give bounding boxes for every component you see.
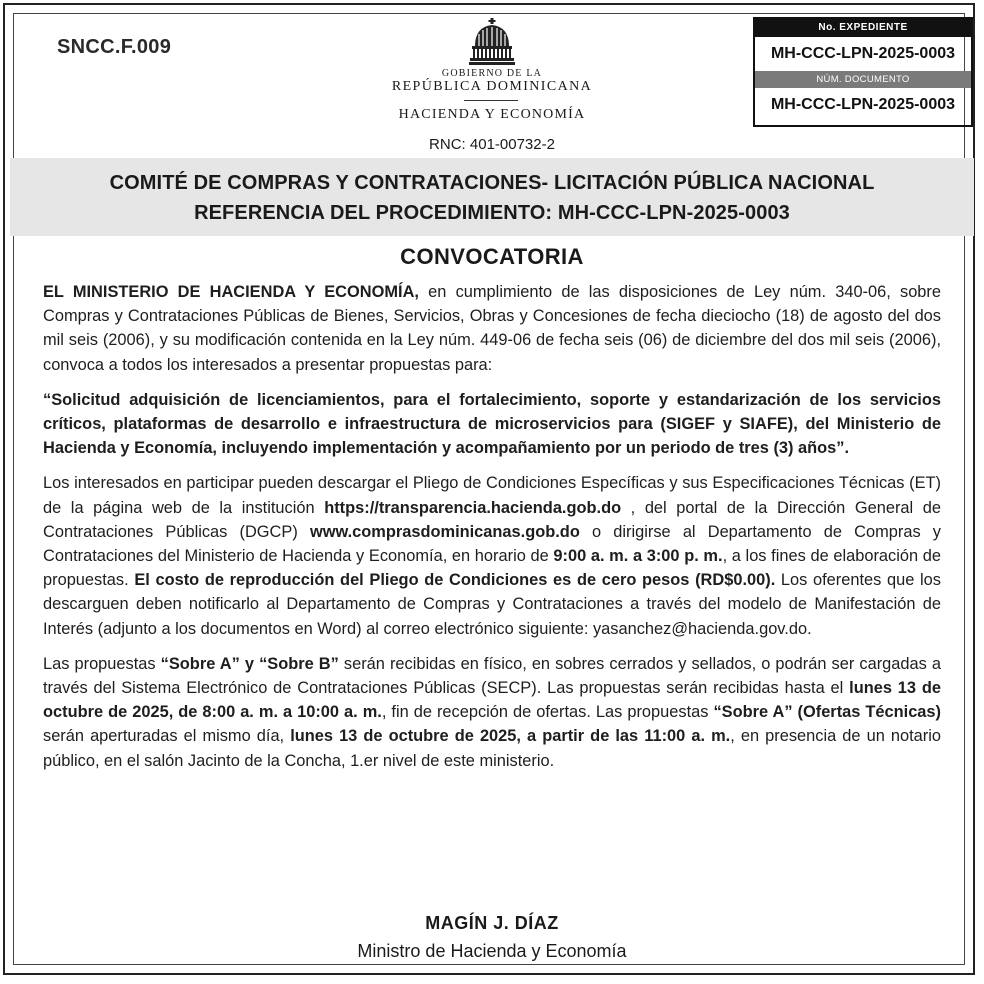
procedure-reference: REFERENCIA DEL PROCEDIMIENTO: MH-CCC-LPN-2025-0003: [194, 202, 790, 224]
government-dome-logo-icon: [469, 18, 515, 66]
expediente-label: No. EXPEDIENTE: [755, 19, 971, 37]
logo-divider: [464, 100, 518, 101]
convocatoria-heading: CONVOCATORIA: [400, 244, 584, 269]
instructions-text-b: , del portal de la Dirección General de Contrataciones Públicas (DGCP): [43, 498, 941, 541]
submission-text-d: serán aperturadas el mismo día,: [43, 727, 291, 746]
opening-date: lunes 13 de octubre de 2025, a partir de las 11:00 a. m.: [290, 727, 731, 746]
instructions-text-d: , a los fines de elaboración de propuestas.: [43, 547, 941, 590]
rnc-number: RNC: 401-00732-2: [429, 136, 555, 153]
announcement-body: [43, 280, 941, 773]
office-hours: 9:00 a. m. a 3:00 p. m.: [553, 547, 723, 566]
transparency-link[interactable]: https://transparencia.hacienda.gob.do: [324, 498, 622, 517]
government-line-1: GOBIERNO DE LA: [441, 68, 543, 79]
submission-deadline: lunes 13 de octubre de 2025, de 8:00 a. m. a 10:00 a. m.: [43, 679, 941, 722]
cost-statement: El costo de reproducción del Pliego de Condiciones es de cero pesos (RD$0.00).: [134, 571, 776, 590]
paragraph-instructions: [43, 471, 941, 640]
instructions-text-e: Los oferentes que los descarguen deben notificarlo al Departamento de Compras y Contrataciones a través del modelo de Manifestación de Interés (adjunto a los documentos en Word) al correo electrónico siguiente: yasanchez@hacienda.gov.do.: [43, 571, 941, 638]
committee-title: COMITÉ DE COMPRAS Y CONTRATACIONES- LICITACIÓN PÚBLICA NACIONAL: [109, 172, 875, 194]
government-line-2: REPÚBLICA DOMINICANA: [391, 79, 593, 94]
document-number-value: MH-CCC-LPN-2025-0003: [770, 96, 956, 113]
form-code: SNCC.F.009: [57, 36, 172, 58]
compras-portal-link[interactable]: www.comprasdominicanas.gob.do: [309, 522, 580, 541]
expediente-value: MH-CCC-LPN-2025-0003: [770, 45, 956, 62]
submission-text-b: serán recibidas en físico, en sobres cerrados y sellados, o podrán ser cargadas a través del Sistema Electrónico de Contrataciones Públicas (SECP). Las propuestas serán recibidas hasta el: [43, 654, 941, 698]
signatory-title: Ministro de Hacienda y Economía: [357, 941, 627, 961]
intro-text: en cumplimiento de las disposiciones de Ley núm. 340-06, sobre Compras y Contrataciones Públicas de Bienes, Servicios, Obras y Concesiones de fecha dieciocho (18) de agosto del dos mil seis (2006), y su modificación contenida en la Ley núm. 449-06 de fecha seis (06) de diciembre del dos mil seis (2006), convoca a todos los interesados a presentar propuestas para:: [43, 283, 941, 374]
sobre-a-emphasis: “Sobre A” (Ofertas Técnicas): [713, 703, 941, 722]
sobres-emphasis: “Sobre A” y “Sobre B”: [160, 654, 339, 673]
expediente-box: [753, 17, 973, 127]
submission-text-c: , fin de recepción de ofertas. Las propuestas: [381, 703, 714, 722]
document-number-label: NÚM. DOCUMENTO: [755, 71, 971, 88]
paragraph-intro: [43, 280, 941, 377]
ministry-emphasis: EL MINISTERIO DE HACIENDA Y ECONOMÍA,: [43, 283, 419, 301]
paragraph-object: [43, 388, 941, 461]
paragraph-submission: [43, 652, 941, 773]
submission-text-e: , en presencia de un notario público, en el salón Jacinto de la Concha, 1.er nivel de este ministerio.: [43, 727, 941, 770]
instructions-text-a: Los interesados en participar pueden descargar el Pliego de Condiciones Específicas y sus Especificaciones Técnicas (ET) de la página web de la institución: [43, 474, 941, 517]
ministry-name: HACIENDA Y ECONOMÍA: [398, 107, 586, 122]
instructions-text-c: o dirigirse al Departamento de Compras y Contrataciones del Ministerio de Hacienda y Economía, en horario de: [43, 522, 941, 566]
signatory-name: MAGÍN J. DÍAZ: [425, 913, 559, 933]
submission-text-a: Las propuestas: [43, 654, 161, 673]
procurement-object: “Solicitud adquisición de licenciamientos, para el fortalecimiento, soporte y estandarización de los servicios críticos, plataformas de desarrollo e infraestructura de microservicios para (SIGEF y SIAFE), del Ministerio de Hacienda y Economía, incluyendo implementación y acompañamiento por un periodo de tres (3) años”.: [43, 390, 941, 458]
